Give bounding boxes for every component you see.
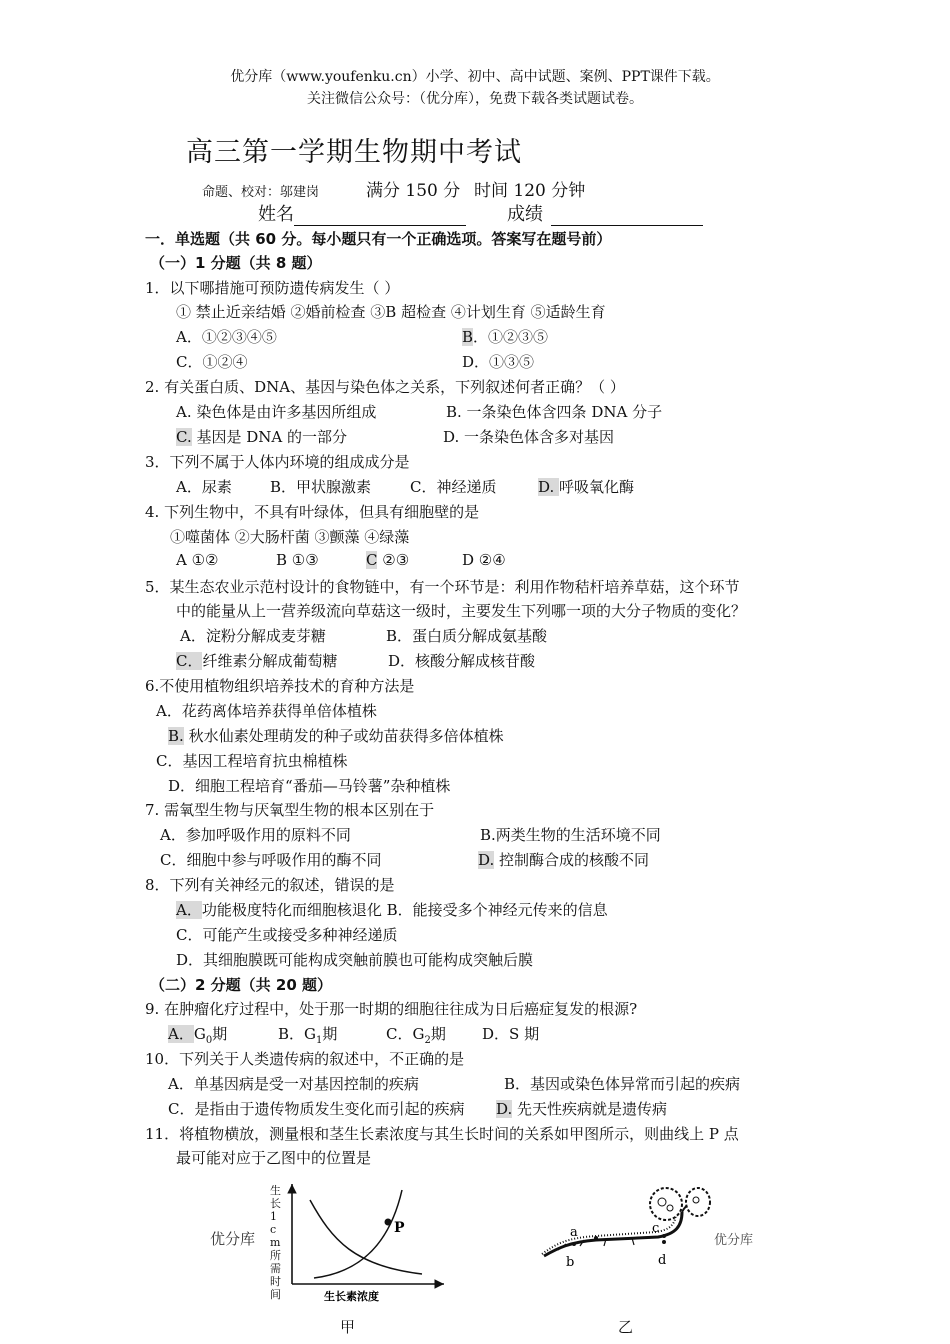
- question-7-option-c: C．细胞中参与呼吸作用的酶不同: [160, 851, 382, 869]
- question-8-option-c: C．可能产生或接受多种神经递质: [176, 926, 398, 944]
- grade-field[interactable]: [507, 200, 703, 226]
- increasing-curve: [314, 1190, 402, 1278]
- question-7-stem: 7. 需氧型生物与厌氧型生物的根本区别在于: [145, 801, 435, 819]
- question-5-stem: 5．某生态农业示范村设计的食物链中，有一个环节是：利用作物秸杆培养草菇，这个环节: [145, 578, 740, 596]
- author-credit: 命题、校对：邬建岗: [202, 185, 320, 200]
- question-1-option-c: C．①②④: [176, 353, 248, 371]
- label-b: b: [566, 1255, 575, 1270]
- figure-jia-caption: 甲: [340, 1318, 356, 1336]
- decreasing-curve: [310, 1200, 422, 1274]
- point-c: [662, 1234, 666, 1238]
- question-10-option-d: D. 先天性疾病就是遗传病: [496, 1100, 668, 1118]
- figure-jia-graph: [262, 1180, 452, 1308]
- question-4-stem: 4. 下列生物中，不具有叶绿体，但具有细胞壁的是: [145, 503, 480, 521]
- answer-mark: C: [366, 551, 378, 569]
- question-9-option-d: D．S 期: [482, 1025, 540, 1043]
- question-7-option-b: B.两类生物的生活环境不同: [480, 826, 661, 844]
- answer-mark: C.: [176, 428, 192, 446]
- question-2-option-c: C. 基因是 DNA 的一部分: [176, 428, 348, 446]
- question-5-option-d: D．核酸分解成核苷酸: [388, 652, 536, 670]
- subsection-2-heading: （二）2 分题（共 20 题）: [150, 976, 332, 994]
- question-1-items: ① 禁止近亲结婚 ②婚前检查 ③B 超检查 ④计划生育 ⑤适龄生育: [176, 303, 606, 321]
- header-line-2: 关注微信公众号：（优分库），免费下载各类试题试卷。: [307, 91, 643, 107]
- question-5-option-a: A．淀粉分解成麦芽糖: [180, 627, 326, 645]
- question-4-option-b: B ①③: [276, 551, 319, 569]
- question-8-stem: 8．下列有关神经元的叙述，错误的是: [145, 876, 395, 894]
- point-b: [572, 1242, 576, 1246]
- question-6-option-d: D．细胞工程培育“番茄—马铃薯”杂种植株: [168, 777, 451, 795]
- question-4-option-d: D ②④: [462, 551, 506, 569]
- full-score: 满分 150 分: [366, 181, 461, 201]
- question-9-stem: 9. 在肿瘤化疗过程中，处于那一时期的细胞往往成为日后癌症复发的根源?: [145, 1000, 638, 1018]
- exam-time: 时间 120 分钟: [474, 181, 586, 201]
- question-6-option-a: A．花药离体培养获得单倍体植株: [156, 702, 377, 720]
- answer-mark: A．: [176, 901, 202, 919]
- question-1-option-a: A．①②③④⑤: [176, 328, 277, 346]
- label-d: d: [658, 1253, 667, 1268]
- question-1-option-b: B．①②③⑤: [462, 328, 549, 346]
- answer-mark: B: [462, 328, 474, 346]
- label-a: a: [570, 1225, 578, 1240]
- answer-mark: D.: [478, 851, 495, 869]
- question-9-option-a: A．$G_0$期: [168, 1025, 228, 1046]
- point-p: [385, 1219, 392, 1226]
- question-10-option-b: B．基因或染色体异常而引起的疾病: [504, 1075, 741, 1093]
- question-4-option-c: C ②③: [366, 551, 410, 569]
- question-3-option-d: D. 呼吸氧化酶: [538, 478, 635, 496]
- question-3-option-a: A．尿素: [176, 478, 232, 496]
- header-line-1: 优分库（www.youfenku.cn）小学、初中、高中试题、案例、PPT课件下载。: [230, 69, 720, 85]
- page-title: 高三第一学期生物期中考试: [186, 137, 522, 168]
- question-2-option-a: A. 染色体是由许多基因所组成: [176, 403, 377, 421]
- question-3-stem: 3．下列不属于人体内环境的组成成分是: [145, 453, 410, 471]
- name-label: 姓名: [258, 204, 294, 225]
- question-11-stem: 11．将植物横放，测量根和茎生长素浓度与其生长时间的关系如甲图所示，则曲线上 P 点: [145, 1125, 739, 1143]
- answer-mark: C．: [176, 652, 203, 670]
- answer-mark: D.: [538, 478, 560, 496]
- question-6-option-c: C．基因工程培育抗虫棉植株: [156, 752, 348, 770]
- question-2-stem: 2. 有关蛋白质、DNA、基因与染色体之关系，下列叙述何者正确？（ ）: [145, 378, 625, 396]
- y-axis-label: 生长1cm所需时间: [270, 1184, 281, 1301]
- question-1-stem: 1．以下哪措施可预防遗传病发生（ ）: [145, 279, 400, 297]
- name-field[interactable]: [258, 200, 466, 226]
- question-9-option-b: B．$G_1$期: [278, 1025, 338, 1046]
- question-5-stem-cont: 中的能量从上一营养级流向草菇这一级时，主要发生下列哪一项的大分子物质的变化？: [176, 602, 747, 620]
- section-1-heading: 一．单选题（共 60 分。每小题只有一个正确选项。答案写在题号前）: [145, 230, 612, 248]
- point-a: [594, 1236, 598, 1240]
- question-5-option-b: B．蛋白质分解成氨基酸: [386, 627, 548, 645]
- question-10-option-c: C．是指由于遗传物质发生变化而引起的疾病: [168, 1100, 465, 1118]
- watermark-right: 优分库: [714, 1233, 754, 1248]
- question-7-option-d: D. 控制酶合成的核酸不同: [478, 851, 650, 869]
- point-p-label: P: [394, 1220, 405, 1236]
- question-8-option-d: D．其细胞膜既可能构成突触前膜也可能构成突触后膜: [176, 951, 534, 969]
- question-9-option-c: C．$G_2$期: [386, 1025, 446, 1046]
- figure-yi-caption: 乙: [618, 1318, 634, 1336]
- grade-underline[interactable]: [551, 207, 703, 226]
- question-1-option-d: D．①③⑤: [462, 353, 535, 371]
- question-2-option-b: B. 一条染色体含四条 DNA 分子: [446, 403, 663, 421]
- watermark-left: 优分库: [210, 1230, 256, 1248]
- answer-mark: A．: [168, 1025, 194, 1043]
- question-7-option-a: A．参加呼吸作用的原料不同: [160, 826, 351, 844]
- question-3-option-c: C．神经递质: [410, 478, 497, 496]
- subsection-1-heading: （一）1 分题（共 8 题）: [150, 254, 322, 272]
- question-8-options-ab: A．功能极度特化而细胞核退化 B．能接受多个神经元传来的信息: [176, 901, 608, 919]
- question-2-option-d: D. 一条染色体含多对基因: [443, 428, 615, 446]
- answer-mark: B.: [168, 727, 184, 745]
- question-5-option-c: C．纤维素分解成葡萄糖: [176, 652, 338, 670]
- question-6-option-b: B. 秋水仙素处理萌发的种子或幼苗获得多倍体植株: [168, 727, 504, 745]
- question-10-option-a: A．单基因病是受一对基因控制的疾病: [168, 1075, 419, 1093]
- point-d: [662, 1240, 666, 1244]
- label-c: c: [652, 1221, 660, 1236]
- question-4-option-a: A ①②: [176, 551, 219, 569]
- name-underline[interactable]: [294, 207, 466, 226]
- question-6-stem: 6.不使用植物组织培养技术的育种方法是: [145, 677, 415, 695]
- question-4-items: ①噬菌体 ②大肠杆菌 ③颤藻 ④绿藻: [170, 528, 410, 546]
- question-11-stem-cont: 最可能对应于乙图中的位置是: [176, 1149, 372, 1167]
- answer-mark: D.: [496, 1100, 513, 1118]
- grade-label: 成绩: [507, 204, 543, 225]
- figure-yi-plant: [536, 1182, 726, 1282]
- x-axis-label: 生长素浓度: [324, 1290, 379, 1303]
- question-3-option-b: B．甲状腺激素: [270, 478, 372, 496]
- question-10-stem: 10．下列关于人类遗传病的叙述中，不正确的是: [145, 1050, 465, 1068]
